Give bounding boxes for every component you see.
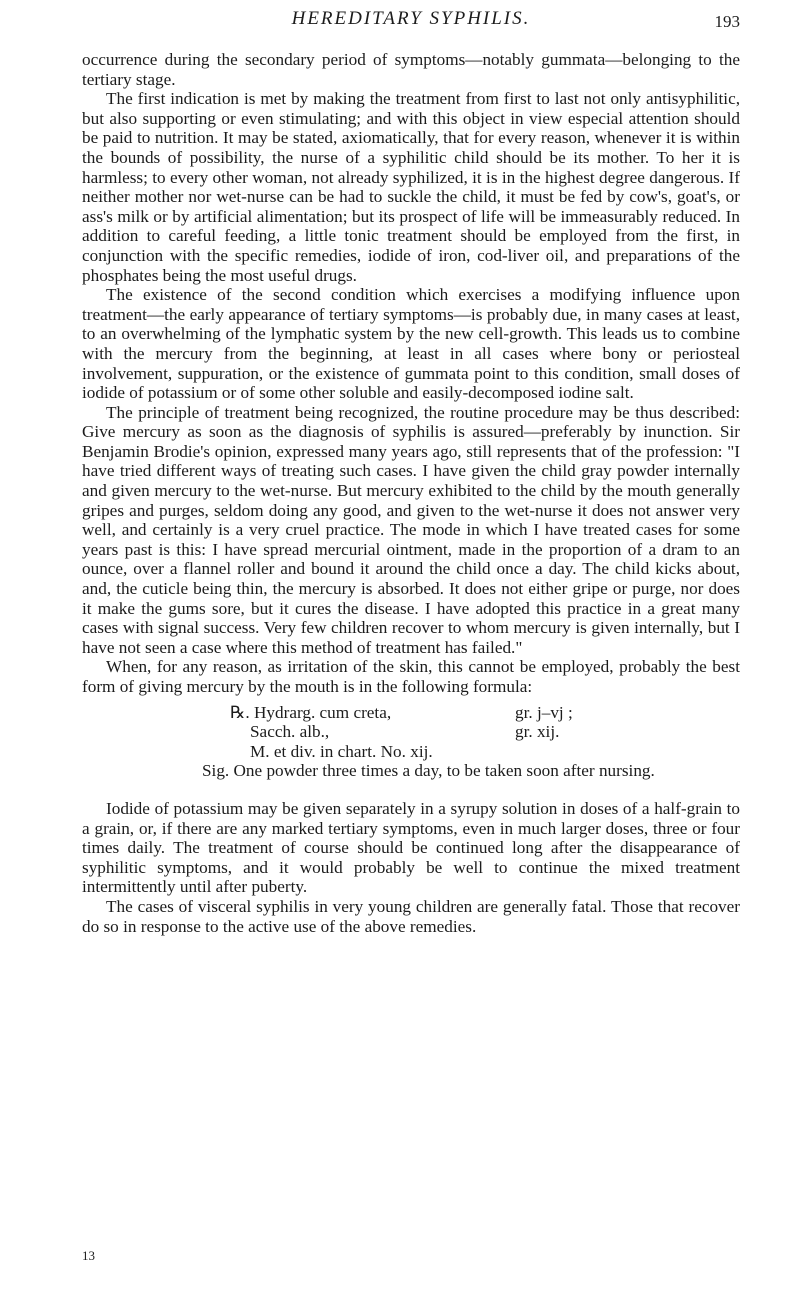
paragraph: Iodide of potassium may be given separately in a syrupy solution in doses of a half-grain to a grain, or, if there are any marked tertiary symptoms, even in much larger doses, three or four times daily. The treatment of course should be continued long after the disappearance of syphilitic symptoms, and it would probably be well to continue the mixed treatment intermittently until after puberty. [82, 798, 740, 897]
prescription-line [82, 722, 740, 742]
prescription-ingredient: Sacch. alb., [250, 722, 330, 742]
running-title: HEREDITARY SYPHILIS. [291, 8, 531, 29]
paragraph: The principle of treatment being recognized, the routine procedure may be thus described: Give mercury as soon as the diagnosis of syphilis is assured—preferably by inunction. Sir Benjamin Brodie's opinion, expressed many years ago, still represents that of the profession: "I have tried different ways of treating such cases. I have given the child gray powder internally and given mercury to the wet-nurse. But mercury exhibited to the child by the mouth generally gripes and purges, seldom doing any good, and given to the wet-nurse it does not answer very well, and certainly is a very cruel practice. The mode in which I have treated cases for some years past is this: I have spread mercurial ointment, made in the proportion of a dram to an ounce, over a flannel roller and bound it around the child once a day. The child kicks about, and, the cuticle being thin, the mercury is absorbed. It does not either gripe or purge, nor does it make the gums sore, but it cures the disease. I have adopted this practice in a great many cases with signal success. Very few children recover to whom mercury is given internally, but I have not seen a case where this method of treatment has failed." [82, 402, 740, 657]
body-text [82, 50, 740, 936]
paragraph: The cases of visceral syphilis in very young children are generally fatal. Those that recover do so in response to the active use of the above remedies. [82, 896, 740, 936]
prescription-signa: Sig. One powder three times a day, to be taken soon after nursing. [202, 761, 655, 781]
paragraph-continuation: occurrence during the secondary period of symptoms—notably gummata—belonging to the tertiary stage. [82, 50, 740, 89]
prescription-instruction: M. et div. in chart. No. xij. [250, 741, 433, 761]
prescription-formula [82, 703, 740, 781]
paragraph: The first indication is met by making the treatment from first to last not only antisyphilitic, but also supporting or even stimulating; and with this object in view especial attention should be paid to nutrition. It may be stated, axiomatically, that for every reason, whenever it is within the bounds of possibility, the nurse of a syphilitic child should be its mother. To her it is harmless; to every other woman, not already syphilized, it is in the highest degree dangerous. If neither mother nor wet-nurse can be had to suckle the child, it must be fed by cow's, goat's, or ass's milk or by artificial alimentation; but its prospect of life will be immeasurably reduced. In addition to careful feeding, a little tonic treatment should be employed from the first, in conjunction with the specific remedies, iodide of iron, cod-liver oil, and preparations of the phosphates being the most useful drugs. [82, 89, 740, 285]
prescription-line [82, 761, 740, 781]
prescription-line [82, 703, 740, 723]
paragraph: The existence of the second condition which exercises a modifying influence upon treatment—the early appearance of tertiary symptoms—is probably due, in many cases at least, to an overwhelming of the lymphatic system by the new cell-growth. This leads us to combine with the mercury from the beginning, at least in all cases where bony or periosteal involvement, suppuration, or the existence of gummata point to this condition, small doses of iodide of potassium or of some other soluble and easily-decomposed iodine salt. [82, 285, 740, 403]
signature-mark: 13 [82, 1248, 95, 1263]
running-head [82, 6, 740, 40]
section-gap [82, 781, 740, 799]
prescription-line [82, 742, 740, 762]
paragraph: When, for any reason, as irritation of the skin, this cannot be employed, probably the best form of giving mercury by the mouth is in the following formula: [82, 657, 740, 696]
book-page [82, 0, 740, 1292]
prescription-dose: gr. j–vj ; [515, 702, 573, 722]
prescription-ingredient: ℞. Hydrarg. cum creta, [230, 702, 392, 722]
prescription-dose: gr. xij. [515, 722, 560, 742]
page-number: 193 [714, 12, 740, 31]
